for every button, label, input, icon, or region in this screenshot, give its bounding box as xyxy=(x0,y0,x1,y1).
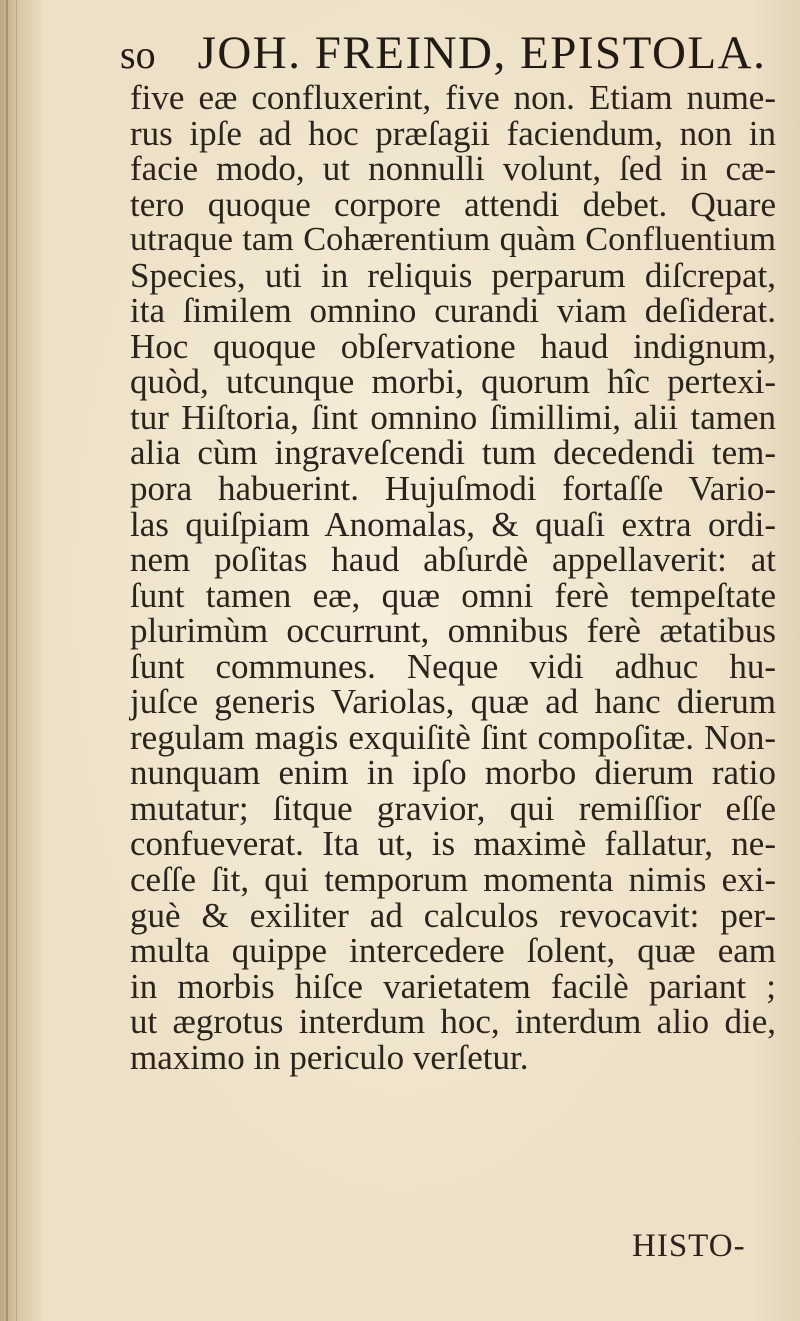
text-line: Species, uti in reliquis perparum diſcrepat, xyxy=(130,255,776,295)
text-line: multa quippe intercedere ſolent, quæ eam xyxy=(130,931,776,971)
running-head xyxy=(120,26,767,79)
text-line: mutatur; ſitque gravior, qui remiſſior eſſe xyxy=(130,788,776,828)
text-line: nem poſitas haud abſurdè appellaverit: at xyxy=(130,540,776,580)
text-line: plurimùm occurrunt, omnibus ferè ætatibus xyxy=(130,611,776,651)
text-line: tur Hiſtoria, ſint omnino ſimillimi, alii tamen xyxy=(130,397,776,437)
text-line: ita ſimilem omnino curandi viam deſiderat. xyxy=(130,291,776,331)
text-line: ceſſe ſit, qui temporum momenta nimis exi- xyxy=(130,860,776,900)
text-line: ut ægrotus interdum hoc, interdum alio die, xyxy=(130,1002,776,1042)
text-line: confueverat. Ita ut, is maximè fallatur, ne- xyxy=(130,824,776,864)
text-line: Hoc quoque obſervatione haud indignum, xyxy=(130,326,776,366)
text-line: facie modo, ut nonnulli volunt, ſed in cæ- xyxy=(130,149,776,189)
text-line: guè & exiliter ad calculos revocavit: per- xyxy=(130,895,776,935)
text-line: pora habuerint. Hujuſmodi fortaſſe Vario- xyxy=(130,469,776,509)
text-line: regulam magis exquiſitè ſint compoſitæ. Non- xyxy=(130,717,776,757)
text-line: quòd, utcunque morbi, quorum hîc pertexi- xyxy=(130,362,776,402)
body-text xyxy=(130,80,776,1075)
running-title: JOH. FREIND, EPISTOLA. xyxy=(197,27,767,79)
text-line: utraque tam Cohærentium quàm Confluentium xyxy=(130,220,776,259)
text-line: las quiſpiam Anomalas, & quaſi extra ordi- xyxy=(130,504,776,544)
page-number: so xyxy=(120,32,156,77)
text-line: in morbis hiſce varietatem facilè pariant ; xyxy=(130,966,776,1006)
catchword: HISTO- xyxy=(632,1228,746,1264)
text-line: rus ipſe ad hoc præſagii faciendum, non in xyxy=(130,113,776,153)
text-line: five eæ confluxerint, five non. Etiam nume- xyxy=(130,78,776,117)
binding-edge xyxy=(0,0,42,1321)
text-line: maximo in periculo verſetur. xyxy=(130,1037,529,1077)
text-line: alia cùm ingraveſcendi tum decedendi tem- xyxy=(130,433,776,473)
text-line: tero quoque corpore attendi debet. Quare xyxy=(130,184,776,224)
text-line: ſunt tamen eæ, quæ omni ferè tempeſtate xyxy=(130,575,776,615)
text-line: ſunt communes. Neque vidi adhuc hu- xyxy=(130,646,776,686)
text-line: nunquam enim in ipſo morbo dierum ratio xyxy=(130,753,776,793)
text-line: juſce generis Variolas, quæ ad hanc dierum xyxy=(130,682,776,722)
